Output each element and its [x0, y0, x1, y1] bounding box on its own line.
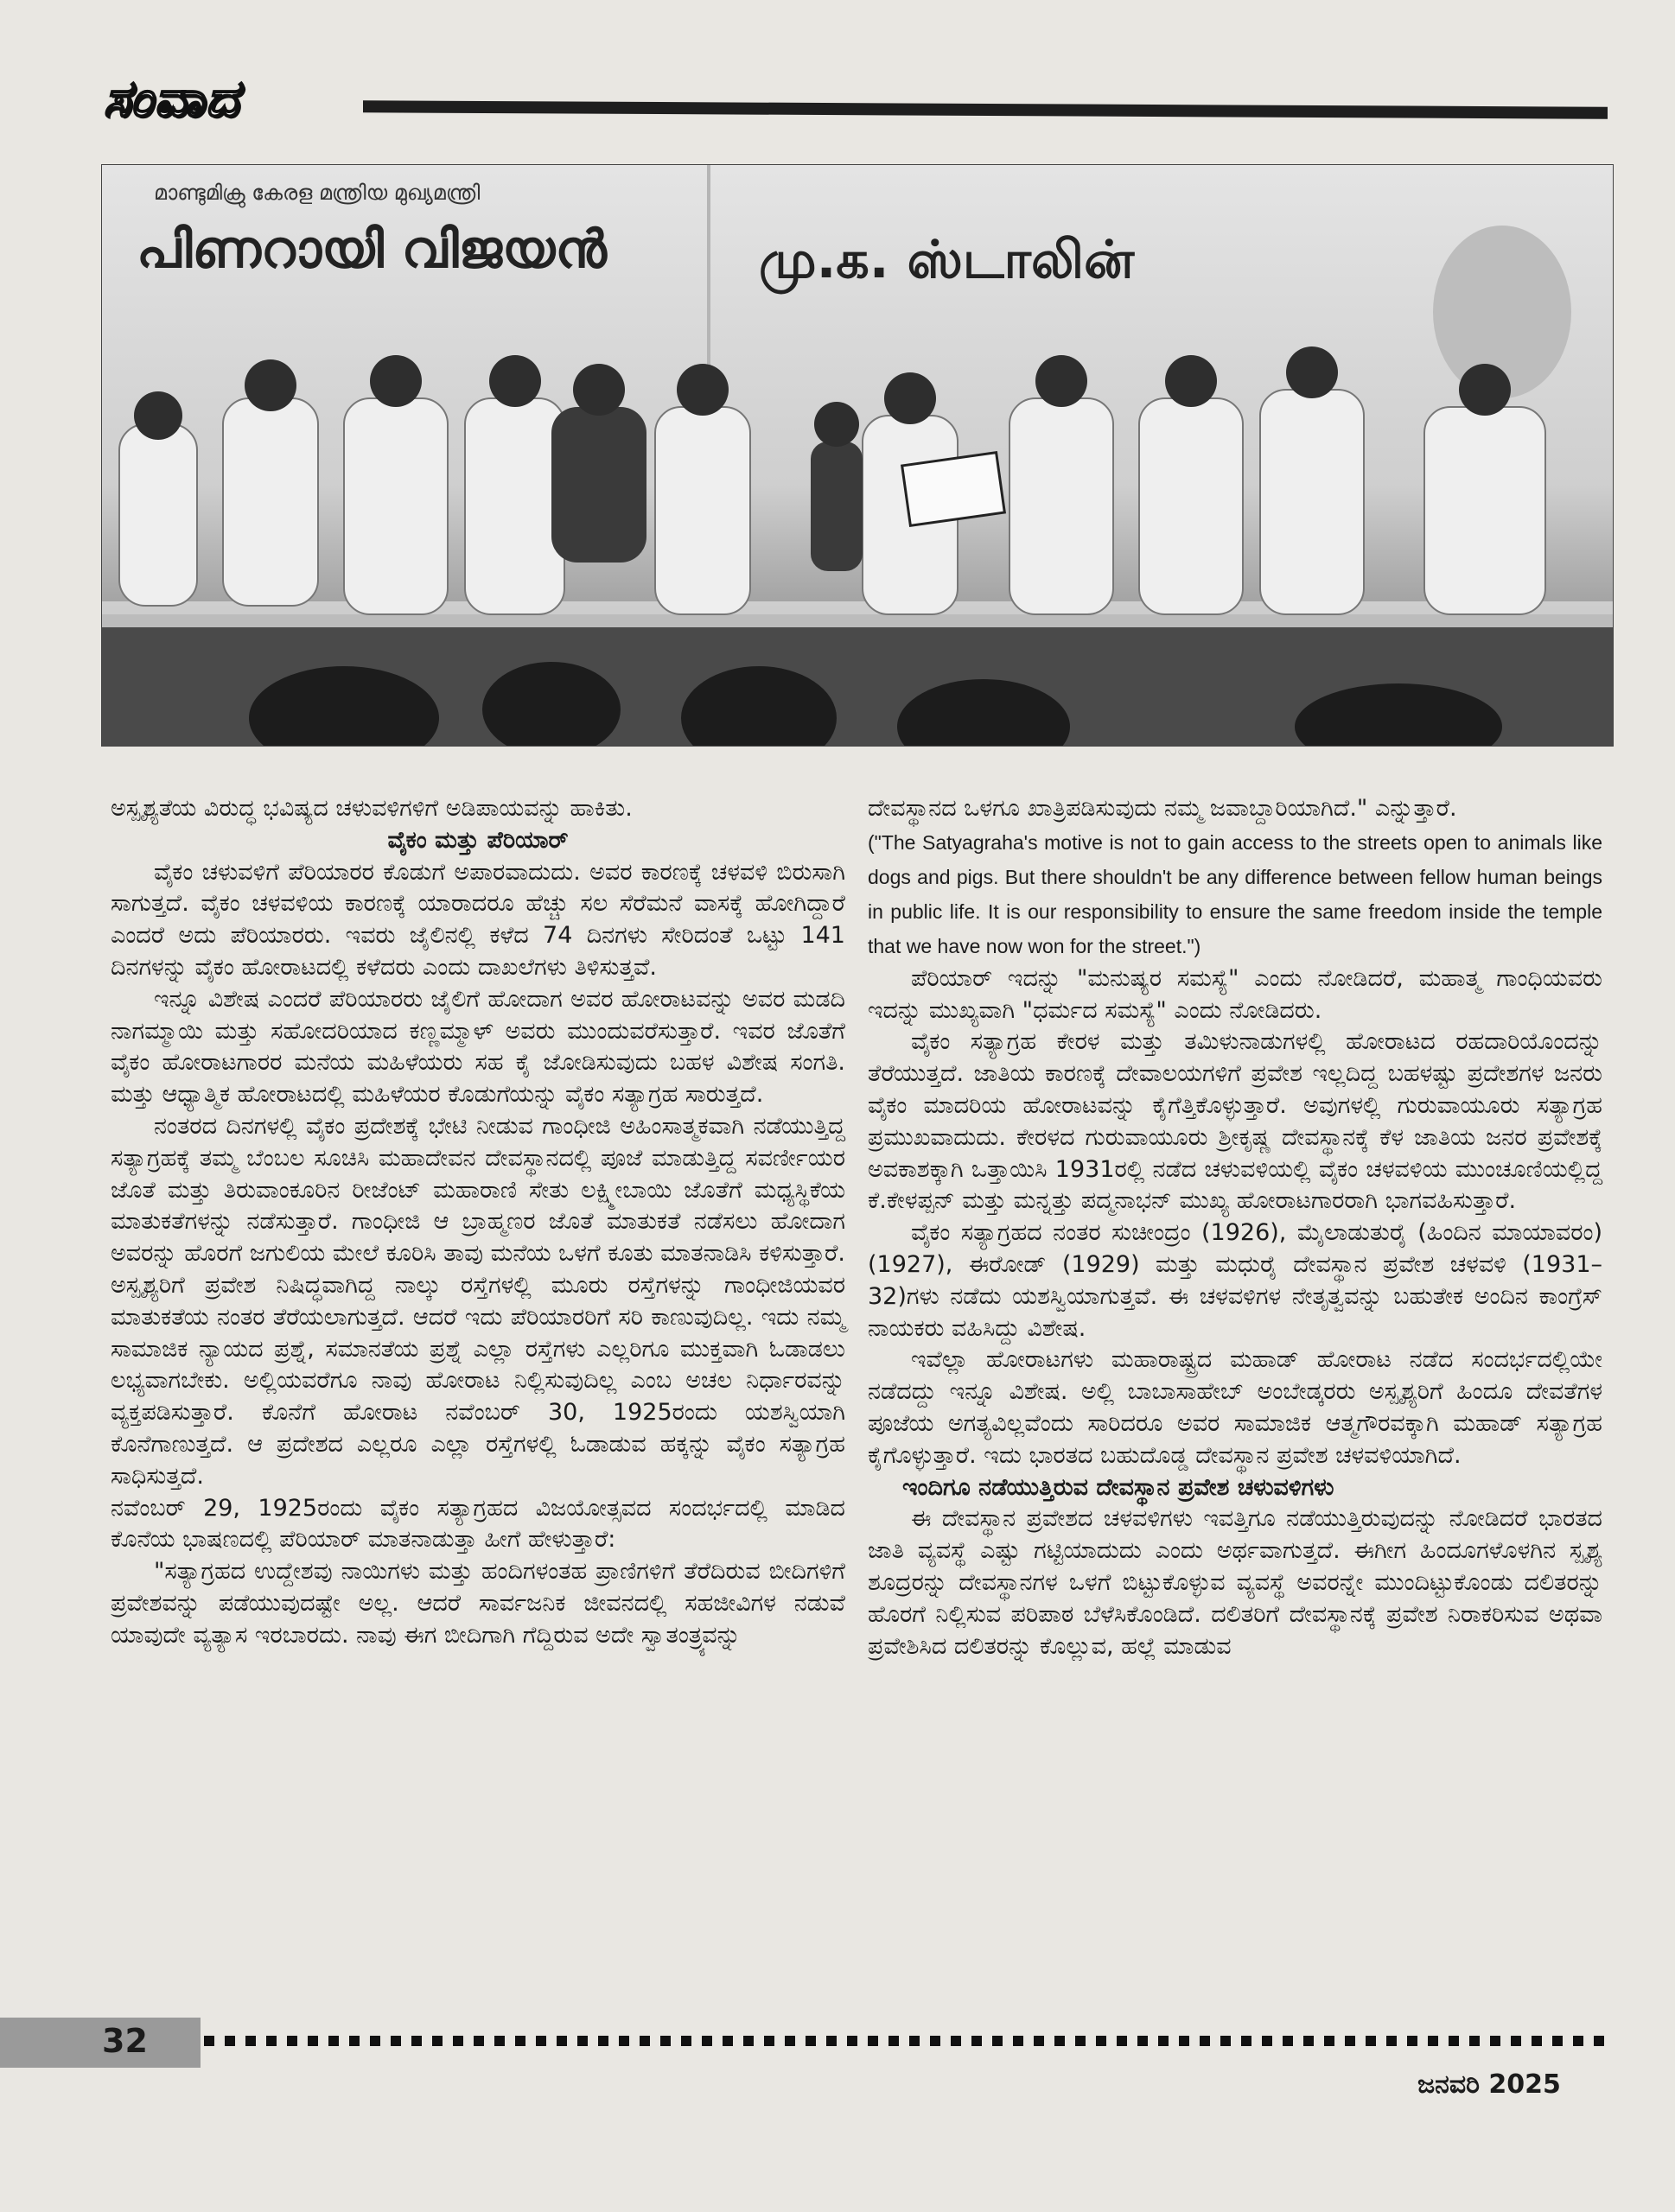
left-paragraph-2: ವೈಕಂ ಚಳುವಳಿಗೆ ಪೆರಿಯಾರರ ಕೊಡುಗೆ ಅಪಾರವಾದುದು. ಅವರ ಕಾರಣಕ್ಕೆ ಚಳವಳಿ ಬಿರುಸಾಗಿ ಸಾಗುತ್ತದೆ. ವೈಕಂ ಚಳವಳಿಯ ಕಾರಣಕ್ಕೆ ಯಾರಾದರೂ ಹೆಚ್ಚು ಸಲ ಸೆರೆಮನೆ ವಾಸಕ್ಕೆ ಹೋಗಿದ್ದಾರೆ ಎಂದರೆ ಅದು ಪೆರಿಯಾರರು. ಇವರು ಜೈಲಿನಲ್ಲಿ ಕಳೆದ 74 ದಿನಗಳು ಸೇರಿದಂತೆ ಒಟ್ಟು 141 ದಿನಗಳನ್ನು ವೈಕಂ ಹೋರಾಟದಲ್ಲಿ ಕಳೆದರು ಎಂದು ದಾಖಲೆಗಳು ತಿಳಿಸುತ್ತವೆ.	[111, 858, 845, 981]
banner-right-name: மு.க. ஸ்டாலின்	[759, 230, 1135, 290]
page-number: 32	[102, 2022, 148, 2060]
english-quote: ("The Satyagraha's motive is not to gain access to the streets open to animals like dogs and pigs. But there shouldn't be any difference between fellow human beings in public life. It is our responsibility to ensure the same freedom inside the temple that we have now won for the street.")	[868, 830, 1602, 957]
banner-left-name: പിണറായി വിജയൻ	[137, 219, 607, 280]
right-paragraph-1: ದೇವಸ್ಥಾನದ ಒಳಗೂ ಖಾತ್ರಿಪಡಿಸುವುದು ನಮ್ಮ ಜವಾಬ್ದಾರಿಯಾಗಿದೆ." ಎನ್ನುತ್ತಾರೆ.	[868, 795, 1457, 822]
right-paragraph-2: ಪೆರಿಯಾರ್ ಇದನ್ನು "ಮನುಷ್ಯರ ಸಮಸ್ಯೆ" ಎಂದು ನೋಡಿದರೆ, ಮಹಾತ್ಮ ಗಾಂಧಿಯವರು ಇದನ್ನು ಮುಖ್ಯವಾಗಿ "ಧರ್ಮದ ಸಮಸ್ಯೆ" ಎಂದು ನೋಡಿದರು.	[868, 964, 1602, 1024]
left-paragraph-6: "ಸತ್ಯಾಗ್ರಹದ ಉದ್ದೇಶವು ನಾಯಿಗಳು ಮತ್ತು ಹಂದಿಗಳಂತಹ ಪ್ರಾಣಿಗಳಿಗೆ ತೆರೆದಿರುವ ಬೀದಿಗಳಿಗೆ ಪ್ರವೇಶವನ್ನು ಪಡೆಯುವುದಷ್ಟೇ ಅಲ್ಲ. ಆದರೆ ಸಾರ್ವಜನಿಕ ಜೀವನದಲ್ಲಿ ಸಹಜೀವಿಗಳ ನಡುವೆ ಯಾವುದೇ ವ್ಯತ್ಯಾಸ ಇರಬಾರದು. ನಾವು ಈಗ ಬೀದಿಗಾಗಿ ಗೆದ್ದಿರುವ ಅದೇ ಸ್ವಾತಂತ್ರ್ಯವನ್ನು	[111, 1558, 845, 1649]
section-heading-vaikom-periyar: ವೈಕಂ ಮತ್ತು ಪೆರಿಯಾರ್	[387, 826, 569, 854]
header-rule	[363, 100, 1608, 119]
event-photo	[101, 164, 1614, 747]
right-paragraph-3: ವೈಕಂ ಸತ್ಯಾಗ್ರಹ ಕೇರಳ ಮತ್ತು ತಮಿಳುನಾಡುಗಳಲ್ಲಿ ಹೋರಾಟದ ರಹದಾರಿಯೊಂದನ್ನು ತೆರೆಯುತ್ತದೆ. ಜಾತಿಯ ಕಾರಣಕ್ಕೆ ದೇವಾಲಯಗಳಿಗೆ ಪ್ರವೇಶ ಇಲ್ಲದಿದ್ದ ಬಹಳಷ್ಟು ಪ್ರದೇಶಗಳ ಜನರು ವೈಕಂ ಮಾದರಿಯ ಹೋರಾಟವನ್ನು ಕೈಗೆತ್ತಿಕೊಳ್ಳುತ್ತಾರೆ. ಅವುಗಳಲ್ಲಿ ಗುರುವಾಯೂರು ಸತ್ಯಾಗ್ರಹ ಪ್ರಮುಖವಾದುದು. ಕೇರಳದ ಗುರುವಾಯೂರು ಶ್ರೀಕೃಷ್ಣ ದೇವಸ್ಥಾನಕ್ಕೆ ಕೆಳ ಜಾತಿಯ ಜನರ ಪ್ರವೇಶಕ್ಕೆ ಅವಕಾಶಕ್ಕಾಗಿ ಒತ್ತಾಯಿಸಿ 1931ರಲ್ಲಿ ನಡೆದ ಚಳುವಳಿಯಲ್ಲಿ ವೈಕಂ ಚಳವಳಿಯ ಮುಂಚೂಣಿಯಲ್ಲಿದ್ದ ಕೆ.ಕೇಳಪ್ಪನ್ ಮತ್ತು ಮನ್ನತ್ತು ಪದ್ಮನಾಭನ್ ಮುಖ್ಯ ಹೋರಾಟಗಾರರಾಗಿ ಭಾಗವಹಿಸುತ್ತಾರೆ.	[868, 1028, 1602, 1215]
footer-dotted-rule	[204, 2036, 1604, 2046]
masthead	[95, 69, 1608, 130]
right-paragraph-5: ಇವೆಲ್ಲಾ ಹೋರಾಟಗಳು ಮಹಾರಾಷ್ಟ್ರದ ಮಹಾಡ್ ಹೋರಾಟ ನಡೆದ ಸಂದರ್ಭದಲ್ಲಿಯೇ ನಡೆದದ್ದು ಇನ್ನೂ ವಿಶೇಷ. ಅಲ್ಲಿ ಬಾಬಾಸಾಹೇಬ್ ಅಂಬೇಡ್ಕರರು ಅಸ್ಪೃಶ್ಯರಿಗೆ ಹಿಂದೂ ದೇವತೆಗಳ ಪೂಜೆಯ ಅಗತ್ಯವಿಲ್ಲವೆಂದು ಸಾರಿದರೂ ಅವರ ಸಾಮಾಜಿಕ ಆತ್ಮಗೌರವಕ್ಕಾಗಿ ಮಹಾಡ್ ಸತ್ಯಾಗ್ರಹ ಕೈಗೊಳ್ಳುತ್ತಾರೆ. ಇದು ಭಾರತದ ಬಹುದೊಡ್ಡ ದೇವಸ್ಥಾನ ಪ್ರವೇಶ ಚಳವಳಿಯಾಗಿದೆ.	[868, 1346, 1602, 1469]
issue-date: ಜನವರಿ 2025	[1417, 2069, 1561, 2100]
magazine-logo: ಸಂವಾದ	[104, 69, 240, 128]
right-paragraph-6: ಈ ದೇವಸ್ಥಾನ ಪ್ರವೇಶದ ಚಳವಳಿಗಳು ಇವತ್ತಿಗೂ ನಡೆಯುತ್ತಿರುವುದನ್ನು ನೋಡಿದರೆ ಭಾರತದ ಜಾತಿ ವ್ಯವಸ್ಥೆ ಎಷ್ಟು ಗಟ್ಟಿಯಾದುದು ಎಂದು ಅರ್ಥವಾಗುತ್ತದೆ. ಈಗೀಗ ಹಿಂದೂಗಳೊಳಗಿನ ಸ್ಪೃಶ್ಯ ಶೂದ್ರರನ್ನು ದೇವಸ್ಥಾನಗಳ ಒಳಗೆ ಬಿಟ್ಟುಕೊಳ್ಳುವ ವ್ಯವಸ್ಥೆ ಅವರನ್ನೇ ಮುಂದಿಟ್ಟುಕೊಂಡು ದಲಿತರನ್ನು ಹೊರಗೆ ನಿಲ್ಲಿಸುವ ಪರಿಪಾಠ ಬೆಳೆಸಿಕೊಂಡಿದೆ. ದಲಿತರಿಗೆ ದೇವಸ್ಥಾನಕ್ಕೆ ಪ್ರವೇಶ ನಿರಾಕರಿಸುವ ಅಥವಾ ಪ್ರವೇಶಿಸಿದ ದಲಿತರನ್ನು ಕೊಲ್ಲುವ, ಹಲ್ಲೆ ಮಾಡುವ	[868, 1505, 1602, 1660]
article-left-column	[111, 793, 845, 1652]
article-right-column	[868, 793, 1602, 1662]
left-paragraph-1: ಅಸ್ಪೃಶ್ಯತೆಯ ವಿರುದ್ಧ ಭವಿಷ್ಯದ ಚಳುವಳಿಗಳಿಗೆ ಅಡಿಪಾಯವನ್ನು ಹಾಕಿತು.	[111, 795, 633, 822]
section-heading-temple-entry: ಇಂದಿಗೂ ನಡೆಯುತ್ತಿರುವ ದೇವಸ್ಥಾನ ಪ್ರವೇಶ ಚಳುವಳಿಗಳು	[902, 1473, 1334, 1501]
banner-left-subtitle: മാണ്ടുമിക്രു കേരള മന്ത്രിയ മുഖ്യമന്ത്രി	[154, 181, 481, 205]
page-number-box	[0, 2018, 201, 2068]
left-paragraph-4: ನಂತರದ ದಿನಗಳಲ್ಲಿ ವೈಕಂ ಪ್ರದೇಶಕ್ಕೆ ಭೇಟಿ ನೀಡುವ ಗಾಂಧೀಜಿ ಅಹಿಂಸಾತ್ಮಕವಾಗಿ ನಡೆಯುತ್ತಿದ್ದ ಸತ್ಯಾಗ್ರಹಕ್ಕೆ ತಮ್ಮ ಬೆಂಬಲ ಸೂಚಿಸಿ ಮಹಾದೇವನ ದೇವಸ್ಥಾನದಲ್ಲಿ ಪೂಜೆ ಮಾಡುತ್ತಿದ್ದ ಸವರ್ಣೀಯರ ಜೊತೆ ಮತ್ತು ತಿರುವಾಂಕೂರಿನ ರೀಜೆಂಟ್ ಮಹಾರಾಣಿ ಸೇತು ಲಕ್ಷ್ಮೀಬಾಯಿ ಜೊತೆಗೆ ಮಧ್ಯಸ್ಥಿಕೆಯ ಮಾತುಕತೆಗಳನ್ನು ನಡೆಸುತ್ತಾರೆ. ಗಾಂಧೀಜಿ ಆ ಬ್ರಾಹ್ಮಣರ ಜೊತೆ ಮಾತುಕತೆ ನಡೆಸಲು ಹೋದಾಗ ಅವರನ್ನು ಹೊರಗೆ ಜಗುಲಿಯ ಮೇಲೆ ಕೂರಿಸಿ ತಾವು ಮನೆಯ ಒಳಗೆ ಕೂತು ಮಾತನಾಡಿಸಿ ಕಳಿಸುತ್ತಾರೆ. ಅಸ್ಪೃಶ್ಯರಿಗೆ ಪ್ರವೇಶ ನಿಷಿದ್ಧವಾಗಿದ್ದ ನಾಲ್ಕು ರಸ್ತೆಗಳಲ್ಲಿ ಮೂರು ರಸ್ತೆಗಳನ್ನು ಗಾಂಧೀಜಿಯವರ ಮಾತುಕತೆಯ ನಂತರ ತೆರೆಯಲಾಗುತ್ತದೆ. ಆದರೆ ಇದು ಪೆರಿಯಾರರಿಗೆ ಸರಿ ಕಾಣುವುದಿಲ್ಲ. ಇದು ನಮ್ಮ ಸಾಮಾಜಿಕ ನ್ಯಾಯದ ಪ್ರಶ್ನೆ, ಸಮಾನತೆಯ ಪ್ರಶ್ನೆ ಎಲ್ಲಾ ರಸ್ತೆಗಳು ಎಲ್ಲರಿಗೂ ಮುಕ್ತವಾಗಿ ಓಡಾಡಲು ಲಭ್ಯವಾಗಬೇಕು. ಅಲ್ಲಿಯವರೆಗೂ ನಾವು ಹೋರಾಟ ನಿಲ್ಲಿಸುವುದಿಲ್ಲ ಎಂಬ ಅಚಲ ನಿರ್ಧಾರವನ್ನು ವ್ಯಕ್ತಪಡಿಸುತ್ತಾರೆ. ಕೊನೆಗೆ ಹೋರಾಟ ನವೆಂಬರ್ 30, 1925ರಂದು ಯಶಸ್ವಿಯಾಗಿ ಕೊನೆಗಾಣುತ್ತದೆ. ಆ ಪ್ರದೇಶದ ಎಲ್ಲರೂ ಎಲ್ಲಾ ರಸ್ತೆಗಳಲ್ಲಿ ಓಡಾಡುವ ಹಕ್ಕನ್ನು ವೈಕಂ ಸತ್ಯಾಗ್ರಹ ಸಾಧಿಸುತ್ತದೆ.	[111, 1112, 845, 1490]
right-paragraph-4: ವೈಕಂ ಸತ್ಯಾಗ್ರಹದ ನಂತರ ಸುಚೀಂದ್ರಂ (1926), ಮೈಲಾಡುತುರೈ (ಹಿಂದಿನ ಮಾಯಾವರಂ) (1927), ಈರೋಡ್ (1929) ಮತ್ತು ಮಧುರೈ ದೇವಸ್ಥಾನ ಪ್ರವೇಶ ಚಳವಳಿ (1931–32)ಗಳು ನಡೆದು ಯಶಸ್ವಿಯಾಗುತ್ತವೆ. ಈ ಚಳವಳಿಗಳ ನೇತೃತ್ವವನ್ನು ಬಹುತೇಕ ಅಂದಿನ ಕಾಂಗ್ರೆಸ್ ನಾಯಕರು ವಹಿಸಿದ್ದು ವಿಶೇಷ.	[868, 1219, 1602, 1342]
left-paragraph-3: ಇನ್ನೂ ವಿಶೇಷ ಎಂದರೆ ಪೆರಿಯಾರರು ಜೈಲಿಗೆ ಹೋದಾಗ ಅವರ ಹೋರಾಟವನ್ನು ಅವರ ಮಡದಿ ನಾಗಮ್ಮಾಯಿ ಮತ್ತು ಸಹೋದರಿಯಾದ ಕಣ್ಣಮ್ಮಾಳ್ ಅವರು ಮುಂದುವರೆಸುತ್ತಾರೆ. ಇವರ ಜೊತೆಗೆ ವೈಕಂ ಹೋರಾಟಗಾರರ ಮನೆಯ ಮಹಿಳೆಯರು ಸಹ ಕೈ ಜೋಡಿಸುವುದು ಬಹಳ ವಿಶೇಷ ಸಂಗತಿ. ಮತ್ತು ಆಧ್ಯಾತ್ಮಿಕ ಹೋರಾಟದಲ್ಲಿ ಮಹಿಳೆಯರ ಕೊಡುಗೆಯನ್ನು ವೈಕಂ ಸತ್ಯಾಗ್ರಹ ಸಾರುತ್ತದೆ.	[111, 985, 845, 1109]
left-paragraph-5: ನವೆಂಬರ್ 29, 1925ರಂದು ವೈಕಂ ಸತ್ಯಾಗ್ರಹದ ವಿಜಯೋತ್ಸವದ ಸಂದರ್ಭದಲ್ಲಿ ಮಾಡಿದ ಕೊನೆಯ ಭಾಷಣದಲ್ಲಿ ಪೆರಿಯಾರ್ ಮಾತನಾಡುತ್ತಾ ಹೀಗೆ ಹೇಳುತ್ತಾರೆ:	[111, 1494, 845, 1554]
